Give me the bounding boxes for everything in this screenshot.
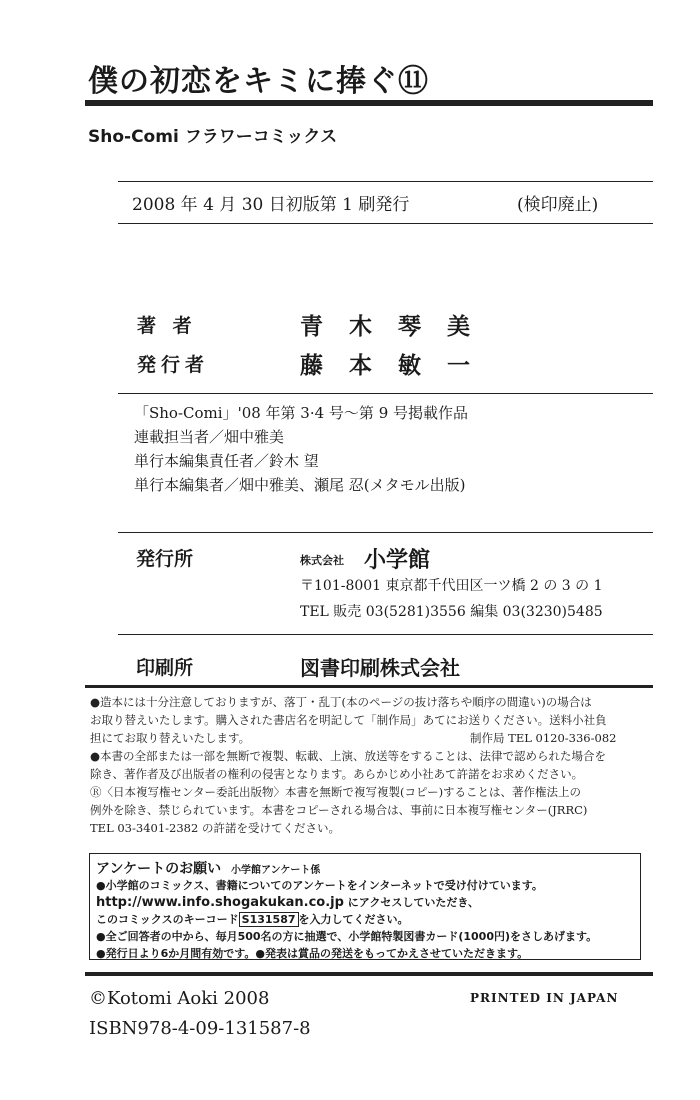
chief-editor: 単行本編集責任者／鈴木 望 bbox=[134, 452, 319, 470]
publisher-company-name: 小学館 bbox=[364, 547, 431, 573]
volume-editor: 単行本編集者／畑中雅美、瀬尾 忍(メタモル出版) bbox=[134, 476, 466, 494]
survey-url-row bbox=[96, 894, 479, 910]
survey-heading-row bbox=[96, 858, 320, 878]
title-rule bbox=[85, 100, 653, 106]
survey-line: ●発行日より6か月間有効です。●発表は賞品の発送をもってかえさせていただきます。 bbox=[96, 947, 529, 960]
header-rule bbox=[118, 181, 653, 182]
inspection-stamp-note: (検印廃止) bbox=[517, 195, 599, 215]
footer-rule bbox=[85, 972, 653, 976]
notice-line: お取り替えいたします。購入された書店名を明記して「制作局」あてにお送りください。送料小社負 bbox=[90, 713, 607, 727]
publisher-phone: TEL 販売 03(5281)3556 編集 03(3230)5485 bbox=[300, 604, 603, 620]
notice-line: ●本書の全部または一部を無断で複製、転載、上演、放送等をすることは、法律で認められた場合を bbox=[90, 749, 607, 763]
survey-key-code: S131587 bbox=[239, 912, 299, 927]
printer-rule bbox=[118, 634, 653, 635]
survey-code-suffix: を入力してください。 bbox=[298, 913, 409, 926]
serialization-info: 「Sho-Comi」'08 年第 3·4 号〜第 9 号掲載作品 bbox=[134, 404, 469, 422]
survey-code-row bbox=[96, 911, 409, 927]
imprint-label: Sho-Comi フラワーコミックス bbox=[88, 127, 338, 147]
notice-line: 例外を除き、禁じられています。本書をコピーされる場合は、事前に日本複写権センター(JRRC) bbox=[90, 803, 588, 817]
publisher-role: 発行者 bbox=[137, 354, 210, 376]
author-role: 著 者 bbox=[137, 315, 197, 337]
publisher-name: 藤本敏一 bbox=[300, 352, 496, 379]
printed-in: PRINTED IN JAPAN bbox=[470, 991, 619, 1005]
survey-subheading: 小学館アンケート係 bbox=[231, 865, 321, 876]
notice-line: 除き、著作者及び出版者の権利の侵害となります。あらかじめ小社あて許諾をお求めください。 bbox=[90, 767, 584, 781]
publisher-heading: 発行所 bbox=[136, 548, 194, 570]
survey-line: ●全ご回答者の中から、毎月500名の方に抽選で、小学館特製図書カード(1000円)をさしあげます。 bbox=[96, 930, 598, 943]
notice-line: Ⓡ〈日本複写権センター委託出版物〉本書を無断で複写複製(コピー)することは、著作権法上の bbox=[90, 785, 582, 799]
printer-name: 図書印刷株式会社 bbox=[300, 656, 460, 680]
edition-date: 2008 年 4 月 30 日初版第 1 刷発行 bbox=[132, 195, 410, 215]
survey-code-prefix: このコミックスのキーコード bbox=[96, 913, 239, 926]
notice-line: 担にてお取り替えいたします。 bbox=[90, 731, 251, 745]
copyright: ©Kotomi Aoki 2008 bbox=[89, 988, 270, 1009]
book-title: 僕の初恋をキミに捧ぐ⑪ bbox=[88, 64, 429, 99]
notice-line: ●造本には十分注意しておりますが、落丁・乱丁(本のページの抜け落ちや順序の間違い)の場合は bbox=[90, 695, 592, 709]
survey-heading: アンケートのお願い bbox=[96, 861, 222, 877]
notice-line: TEL 03-3401-2382 の許諾を受けてください。 bbox=[90, 821, 340, 835]
author-name: 青木琴美 bbox=[300, 313, 496, 340]
serial-editor: 連載担当者／畑中雅美 bbox=[134, 428, 285, 446]
publisher-rule bbox=[118, 532, 653, 533]
survey-line: ●小学館のコミックス、書籍についてのアンケートをインターネットで受け付けています。 bbox=[96, 879, 543, 892]
survey-url-suffix: にアクセスしていただき、 bbox=[347, 896, 479, 909]
publisher-address: 〒101-8001 東京都千代田区一ツ橋 2 の 3 の 1 bbox=[300, 578, 603, 594]
isbn: ISBN978-4-09-131587-8 bbox=[89, 1018, 311, 1039]
credits-rule bbox=[118, 393, 653, 394]
production-phone: 制作局 TEL 0120-336-082 bbox=[470, 731, 617, 745]
printer-heading: 印刷所 bbox=[136, 657, 194, 679]
survey-url[interactable]: http://www.info.shogakukan.co.jp bbox=[96, 895, 344, 910]
notice-rule bbox=[85, 685, 653, 688]
publisher-company-type: 株式会社 bbox=[300, 554, 344, 567]
edition-rule bbox=[118, 223, 653, 224]
